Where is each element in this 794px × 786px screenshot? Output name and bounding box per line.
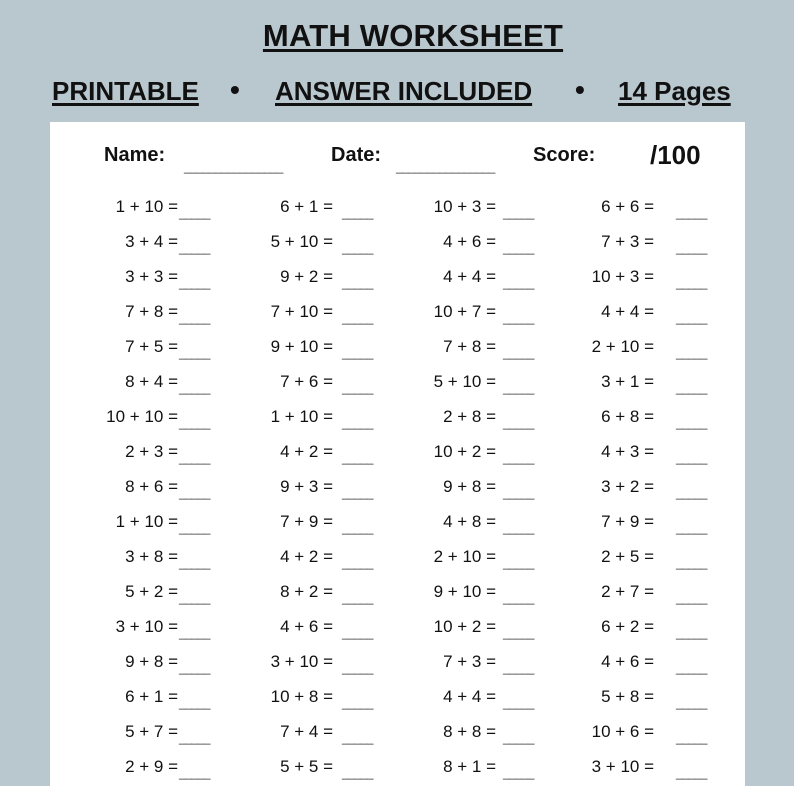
answer-blank[interactable]: _____ [179, 311, 210, 325]
worksheet-title: MATH WORKSHEET [262, 18, 564, 53]
problem-text: 8 + 4 = [125, 372, 178, 391]
answer-blank[interactable]: _____ [342, 381, 373, 395]
answer-blank[interactable]: _____ [179, 241, 210, 255]
answer-blank[interactable]: _____ [342, 276, 373, 290]
answer-blank[interactable]: _____ [676, 626, 707, 640]
problem-text: 10 + 2 = [433, 442, 496, 461]
problem-text: 2 + 10 = [433, 547, 496, 566]
name-field[interactable]: ________________ [184, 160, 283, 174]
problem-text: 10 + 6 = [591, 722, 654, 741]
answer-blank[interactable]: _____ [179, 626, 210, 640]
answer-blank[interactable]: _____ [676, 311, 707, 325]
answer-blank[interactable]: _____ [179, 521, 210, 535]
answer-blank[interactable]: _____ [676, 241, 707, 255]
problem-text: 4 + 8 = [443, 512, 496, 531]
problem-text: 2 + 3 = [125, 442, 178, 461]
answer-blank[interactable]: _____ [676, 416, 707, 430]
answer-blank[interactable]: _____ [503, 731, 534, 745]
subtitle-bullet: • [230, 74, 240, 105]
answer-blank[interactable]: _____ [179, 766, 210, 780]
problem-text: 3 + 2 = [601, 477, 654, 496]
problem-text: 10 + 10 = [106, 407, 178, 426]
answer-blank[interactable]: _____ [676, 521, 707, 535]
problem-text: 4 + 4 = [601, 302, 654, 321]
subtitle-bullet: • [575, 74, 585, 105]
answer-blank[interactable]: _____ [342, 626, 373, 640]
problem-text: 9 + 8 = [443, 477, 496, 496]
answer-blank[interactable]: _____ [503, 661, 534, 675]
problem-text: 5 + 7 = [125, 722, 178, 741]
answer-blank[interactable]: _____ [342, 311, 373, 325]
problem-text: 5 + 8 = [601, 687, 654, 706]
answer-blank[interactable]: _____ [342, 661, 373, 675]
problem-text: 4 + 4 = [443, 687, 496, 706]
name-label: Name: [104, 144, 166, 166]
problem-text: 3 + 8 = [125, 547, 178, 566]
problem-text: 8 + 2 = [280, 582, 333, 601]
answer-blank[interactable]: _____ [179, 346, 210, 360]
problem-text: 8 + 8 = [443, 722, 496, 741]
answer-blank[interactable]: _____ [503, 626, 534, 640]
answer-blank[interactable]: _____ [342, 766, 373, 780]
problem-text: 10 + 3 = [433, 197, 496, 216]
subtitle-printable: PRINTABLE [52, 76, 199, 106]
problem-text: 8 + 1 = [443, 757, 496, 776]
answer-blank[interactable]: _____ [342, 696, 373, 710]
subtitle-page-count: 14 Pages [618, 76, 731, 106]
problem-text: 1 + 10 = [270, 407, 333, 426]
problem-text: 10 + 7 = [433, 302, 496, 321]
problem-text: 7 + 3 = [443, 652, 496, 671]
answer-blank[interactable]: _____ [179, 696, 210, 710]
problem-text: 6 + 6 = [601, 197, 654, 216]
answer-blank[interactable]: _____ [503, 346, 534, 360]
problem-text: 9 + 8 = [125, 652, 178, 671]
problem-text: 4 + 4 = [443, 267, 496, 286]
answer-blank[interactable]: _____ [342, 521, 373, 535]
answer-blank[interactable]: _____ [676, 206, 707, 220]
answer-blank[interactable]: _____ [503, 486, 534, 500]
problem-text: 7 + 6 = [280, 372, 333, 391]
problem-text: 6 + 2 = [601, 617, 654, 636]
problem-text: 2 + 7 = [601, 582, 654, 601]
answer-blank[interactable]: _____ [342, 346, 373, 360]
problem-text: 5 + 2 = [125, 582, 178, 601]
answer-blank[interactable]: _____ [503, 276, 534, 290]
problem-text: 9 + 3 = [280, 477, 333, 496]
answer-blank[interactable]: _____ [503, 556, 534, 570]
answer-blank[interactable]: _____ [179, 381, 210, 395]
answer-blank[interactable]: _____ [342, 206, 373, 220]
answer-blank[interactable]: _____ [503, 451, 534, 465]
problem-text: 9 + 2 = [280, 267, 333, 286]
answer-blank[interactable]: _____ [342, 556, 373, 570]
problem-text: 2 + 8 = [443, 407, 496, 426]
answer-blank[interactable]: _____ [676, 556, 707, 570]
answer-blank[interactable]: _____ [179, 276, 210, 290]
answer-blank[interactable]: _____ [342, 486, 373, 500]
answer-blank[interactable]: _____ [342, 591, 373, 605]
problem-text: 10 + 8 = [270, 687, 333, 706]
answer-blank[interactable]: _____ [676, 661, 707, 675]
problem-text: 7 + 9 = [601, 512, 654, 531]
problem-text: 9 + 10 = [433, 582, 496, 601]
answer-blank[interactable]: _____ [676, 381, 707, 395]
problem-text: 7 + 10 = [270, 302, 333, 321]
problem-text: 3 + 4 = [125, 232, 178, 251]
problem-text: 4 + 6 = [280, 617, 333, 636]
problem-text: 7 + 4 = [280, 722, 333, 741]
date-label: Date: [331, 144, 382, 166]
problem-text: 9 + 10 = [270, 337, 333, 356]
problem-text: 3 + 3 = [125, 267, 178, 286]
subtitle-answer-included: ANSWER INCLUDED [275, 76, 533, 106]
answer-blank[interactable]: _____ [503, 766, 534, 780]
answer-blank[interactable]: _____ [179, 451, 210, 465]
problem-text: 1 + 10 = [115, 512, 178, 531]
answer-blank[interactable]: _____ [676, 731, 707, 745]
answer-blank[interactable]: _____ [503, 381, 534, 395]
answer-blank[interactable]: _____ [676, 486, 707, 500]
problem-text: 7 + 8 = [125, 302, 178, 321]
problem-text: 3 + 10 = [115, 617, 178, 636]
problem-text: 6 + 1 = [125, 687, 178, 706]
answer-blank[interactable]: _____ [179, 206, 210, 220]
answer-blank[interactable]: _____ [503, 591, 534, 605]
answer-blank[interactable]: _____ [676, 696, 707, 710]
problem-text: 4 + 6 = [601, 652, 654, 671]
answer-blank[interactable]: _____ [503, 521, 534, 535]
problem-text: 5 + 10 = [270, 232, 333, 251]
problem-text: 3 + 10 = [591, 757, 654, 776]
problem-text: 6 + 1 = [280, 197, 333, 216]
problem-text: 4 + 2 = [280, 547, 333, 566]
answer-blank[interactable]: _____ [342, 241, 373, 255]
answer-blank[interactable]: _____ [179, 556, 210, 570]
answer-blank[interactable]: _____ [179, 591, 210, 605]
worksheet-page [50, 122, 745, 786]
answer-blank[interactable]: _____ [503, 311, 534, 325]
problem-text: 2 + 5 = [601, 547, 654, 566]
problem-text: 5 + 5 = [280, 757, 333, 776]
problem-text: 7 + 3 = [601, 232, 654, 251]
problem-text: 7 + 9 = [280, 512, 333, 531]
answer-blank[interactable]: _____ [342, 731, 373, 745]
answer-blank[interactable]: _____ [676, 346, 707, 360]
problem-text: 6 + 8 = [601, 407, 654, 426]
answer-blank[interactable]: _____ [503, 416, 534, 430]
problem-text: 10 + 2 = [433, 617, 496, 636]
answer-blank[interactable]: _____ [503, 696, 534, 710]
answer-blank[interactable]: _____ [676, 451, 707, 465]
answer-blank[interactable]: _____ [676, 766, 707, 780]
answer-blank[interactable]: _____ [342, 416, 373, 430]
problem-text: 7 + 8 = [443, 337, 496, 356]
answer-blank[interactable]: _____ [179, 661, 210, 675]
answer-blank[interactable]: _____ [342, 451, 373, 465]
problem-text: 2 + 9 = [125, 757, 178, 776]
answer-blank[interactable]: _____ [503, 206, 534, 220]
answer-blank[interactable]: _____ [503, 241, 534, 255]
answer-blank[interactable]: _____ [676, 276, 707, 290]
problem-text: 5 + 10 = [433, 372, 496, 391]
problem-text: 4 + 6 = [443, 232, 496, 251]
answer-blank[interactable]: _____ [676, 591, 707, 605]
date-field[interactable]: ________________ [396, 160, 495, 174]
answer-blank[interactable]: _____ [179, 416, 210, 430]
problem-text: 10 + 3 = [591, 267, 654, 286]
score-total: /100 [650, 140, 701, 170]
answer-blank[interactable]: _____ [179, 731, 210, 745]
problem-text: 7 + 5 = [125, 337, 178, 356]
problem-text: 3 + 1 = [601, 372, 654, 391]
problem-text: 2 + 10 = [591, 337, 654, 356]
problem-text: 4 + 2 = [280, 442, 333, 461]
answer-blank[interactable]: _____ [179, 486, 210, 500]
problem-text: 3 + 10 = [270, 652, 333, 671]
score-label: Score: [533, 144, 596, 166]
problem-text: 1 + 10 = [115, 197, 178, 216]
problem-text: 8 + 6 = [125, 477, 178, 496]
problem-text: 4 + 3 = [601, 442, 654, 461]
